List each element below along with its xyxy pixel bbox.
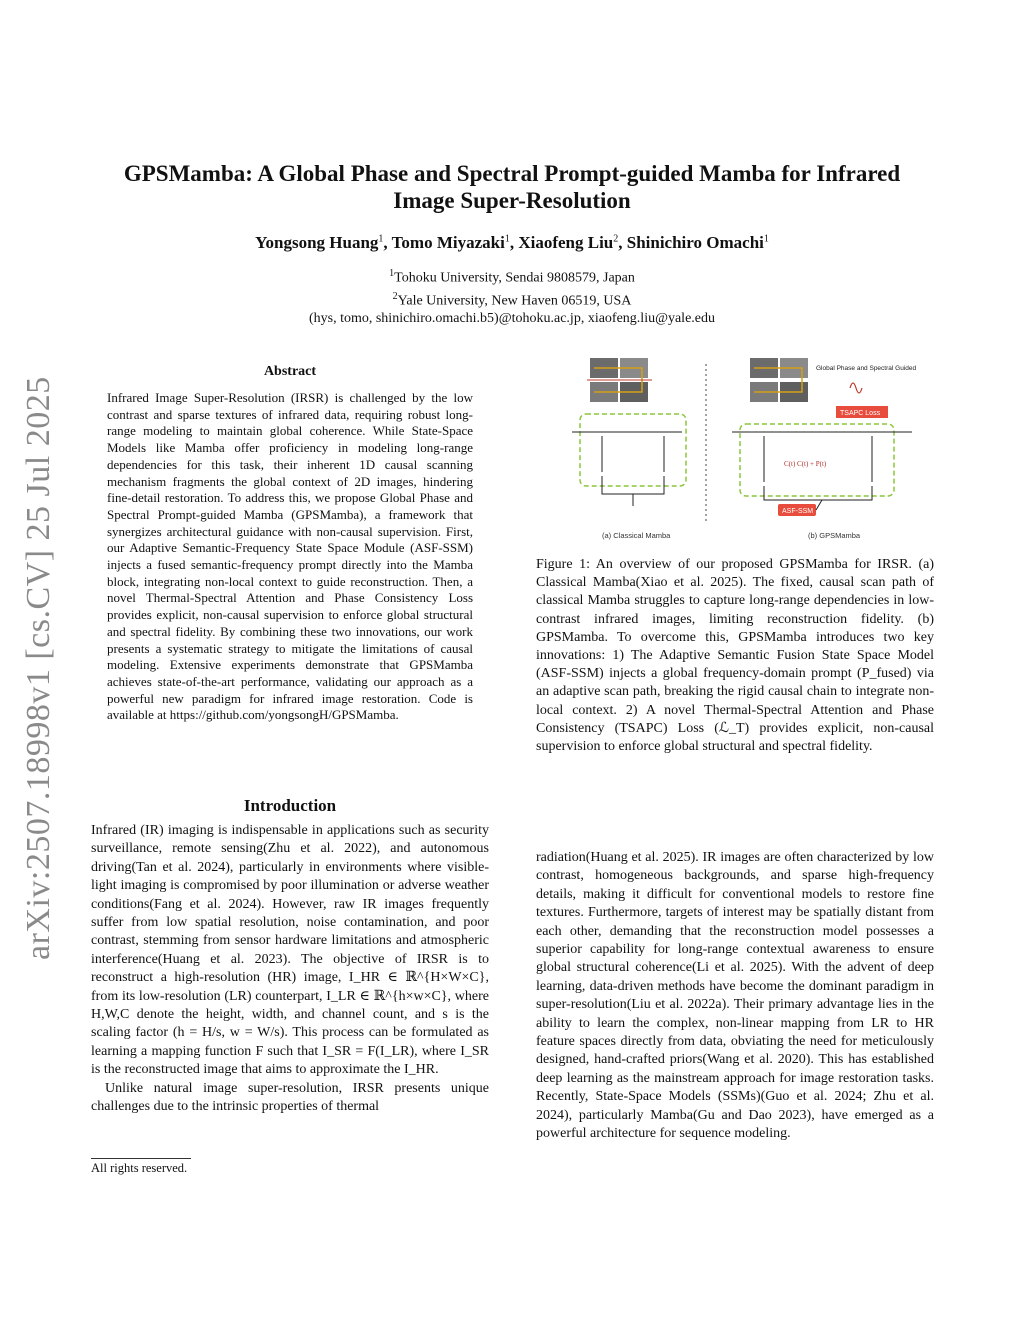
prompt-formula-text: C(t) C(t) + P(t) xyxy=(784,460,827,468)
figure-diagram xyxy=(572,354,928,544)
author-affiliation-mark: 1 xyxy=(504,233,510,245)
author-name: Yongsong Huang xyxy=(255,233,379,252)
intro-paragraph-2: Unlike natural image super-resolution, IRSR presents unique challenges due to the intrinsic properties of thermal xyxy=(91,1080,489,1115)
author-affiliation-mark: 1 xyxy=(763,233,769,245)
spectrum-icon xyxy=(850,383,862,393)
introduction-heading: Introduction xyxy=(243,796,337,815)
asf-ssm-label: ASF-SSM xyxy=(782,508,814,515)
title-line-2: Image Super-Resolution xyxy=(393,188,631,213)
arxiv-identifier: arXiv:2507.18998v1 [cs.CV] 25 Jul 2025 xyxy=(20,376,57,960)
figure-1 xyxy=(572,354,928,544)
affiliations xyxy=(80,265,944,328)
author-emails: (hys, tomo, shinichiro.omachi.b5)@tohoku.ac.jp, xiaofeng.liu@yale.edu xyxy=(308,311,716,327)
introduction-right-column xyxy=(536,849,934,1144)
affiliation-number: 2 xyxy=(392,290,398,302)
figure-caption: Figure 1: An overview of our proposed GPSMamba for IRSR. (a) Classical Mamba(Xiao et al. 2025). The fixed, causal scan path of classical Mamba struggles to capture long-range dependencies in low-contrast infrared images, limiting reconstruction fidelity. (b) GPSMamba. To overcome this, GPSMamba introduces two key innovations: 1) The Adaptive Semantic Fusion State Space Model (ASF-SSM) injects a global frequency-domain prompt (P_fused) via an adaptive scan path, breaking the rigid causal chain to integrate non-local context. 2) A novel Thermal-Spectral Attention and Phase Consistency (TSAPC) Loss (ℒ_T) provides explicit, non-causal supervision to enforce global structural and spectral fidelity. xyxy=(536,557,934,755)
author-list: Yongsong Huang$^1$, Tomo Miyazaki$^1$, Xiaofeng Liu$^2$, Shinichiro Omachi$^1$ xyxy=(255,233,769,252)
affiliation-line xyxy=(80,288,944,311)
author-name: Tomo Miyazaki xyxy=(391,233,505,252)
intro-paragraph-1: Infrared (IR) imaging is indispensable in applications such as security surveillance, remote sensing(Zhu et al. 2022), and autonomous driving(Tan et al. 2024), particularly in environments where visible-light imaging is compromised by poor illumination or adverse weather conditions(Fang et al. 2024). However, raw IR images frequently suffer from low spatial resolution, noise contamination, and poor contrast, stemming from sensor hardware limitations and atmospheric interference(Huang et al. 2023). The objective of IRSR is to reconstruct a high-resolution (HR) image, I_HR ∈ ℝ^{H×W×C}, from its low-resolution (LR) counterpart, I_LR ∈ ℝ^{h×w×C}, where H,W,C denote the height, width, and channel count, and s is the scaling factor (h = H/s, w = W/s). This process can be formulated as learning a mapping function F such that I_SR = F(I_LR), where I_SR is the reconstructed image that aims to approximate the I_HR. xyxy=(91,823,489,1078)
abstract-text: Infrared Image Super-Resolution (IRSR) is challenged by the low contrast and sparse textures of infrared data, requiring robust long-range modeling to maintain global coherence. While State-Space Models like Mamba offer proficiency in modeling long-range dependencies for this task, their inherent 1D causal scanning mechanism fragments the global context of 2D images, hindering fine-detail restoration. To address this, we propose Global Phase and Spectral Prompt-guided Mamba (GPSMamba), a framework that synergizes architectural guidance with non-causal supervision. First, our Adaptive Semantic-Frequency State Space Module (ASF-SSM) injects a fused semantic-frequency prompt directly into the Mamba block, integrating non-local context to guide reconstruction. Then, a novel Thermal-Spectral Attention and Phase Consistency Loss provides explicit, non-causal supervision to enforce global structural and spectral fidelity. By combining these two innovations, our work presents a systematic strategy to mitigate the limitations of causal modeling. Extensive experiments demonstrate that GPSMamba achieves state-of-the-art performance, validating our approach as a powerful new paradigm for infrared image restoration. Code is available at https://github.com/yongsongH/GPSMamba. xyxy=(107,390,473,723)
author-name: Xiaofeng Liu xyxy=(518,233,614,252)
footnote-divider xyxy=(91,1158,191,1159)
author-name: Shinichiro Omachi xyxy=(626,233,764,252)
title-line-1: GPSMamba: A Global Phase and Spectral Prompt-guided Mamba for Infrared xyxy=(123,161,901,186)
flow-arrow xyxy=(602,476,664,494)
subfigure-a-label: (a) Classical Mamba xyxy=(602,531,671,540)
affiliation-text: Tohoku University, Sendai 9808579, Japan xyxy=(394,270,635,286)
subfigure-b-label: (b) GPSMamba xyxy=(808,531,861,540)
affiliation-line xyxy=(80,265,944,288)
author-affiliation-mark: 1 xyxy=(378,233,384,245)
flow-arrow xyxy=(816,500,822,510)
affiliation-text: Yale University, New Haven 06519, USA xyxy=(397,293,632,309)
global-guided-label: Global Phase and Spectral Guided xyxy=(816,365,917,372)
paper-title xyxy=(80,160,944,214)
introduction-left-column xyxy=(91,822,489,1117)
flow-arrow xyxy=(764,486,872,500)
affiliation-number: 1 xyxy=(389,268,395,279)
tsapc-loss-label: TSAPC Loss xyxy=(840,410,881,417)
intro-paragraph-continued: radiation(Huang et al. 2025). IR images are often characterized by low contrast, homogeneous backgrounds, and sparse high-frequency details, making it difficult for conventional models to restore fine textures. Furthermore, targets of interest may be spatially distant from each other, demanding that the reconstruction model possesses a superior capability for long-range contextual awareness to ensure global structural coherence(Li et al. 2025). With the advent of deep learning, data-driven methods have become the dominant paradigm in super-resolution(Liu et al. 2022a). Their primary advantage lies in the ability to learn the complex, non-linear mapping from LR to HR feature spaces directly from data, obviating the need for meticulously designed, hand-crafted priors(Wang et al. 2020). This has established deep learning as the mainstream approach for image restoration tasks. Recently, State-Space Models (SSMs)(Guo et al. 2024; Zhu et al. 2024), particularly Mamba(Gu and Dao 2023), have emerged as a powerful architecture for sequence modeling. xyxy=(536,850,934,1142)
footnote: All rights reserved. xyxy=(91,1161,188,1175)
abstract-heading: Abstract xyxy=(263,364,317,379)
author-affiliation-mark: 2 xyxy=(613,233,619,245)
mamba-block-outline xyxy=(580,414,686,486)
